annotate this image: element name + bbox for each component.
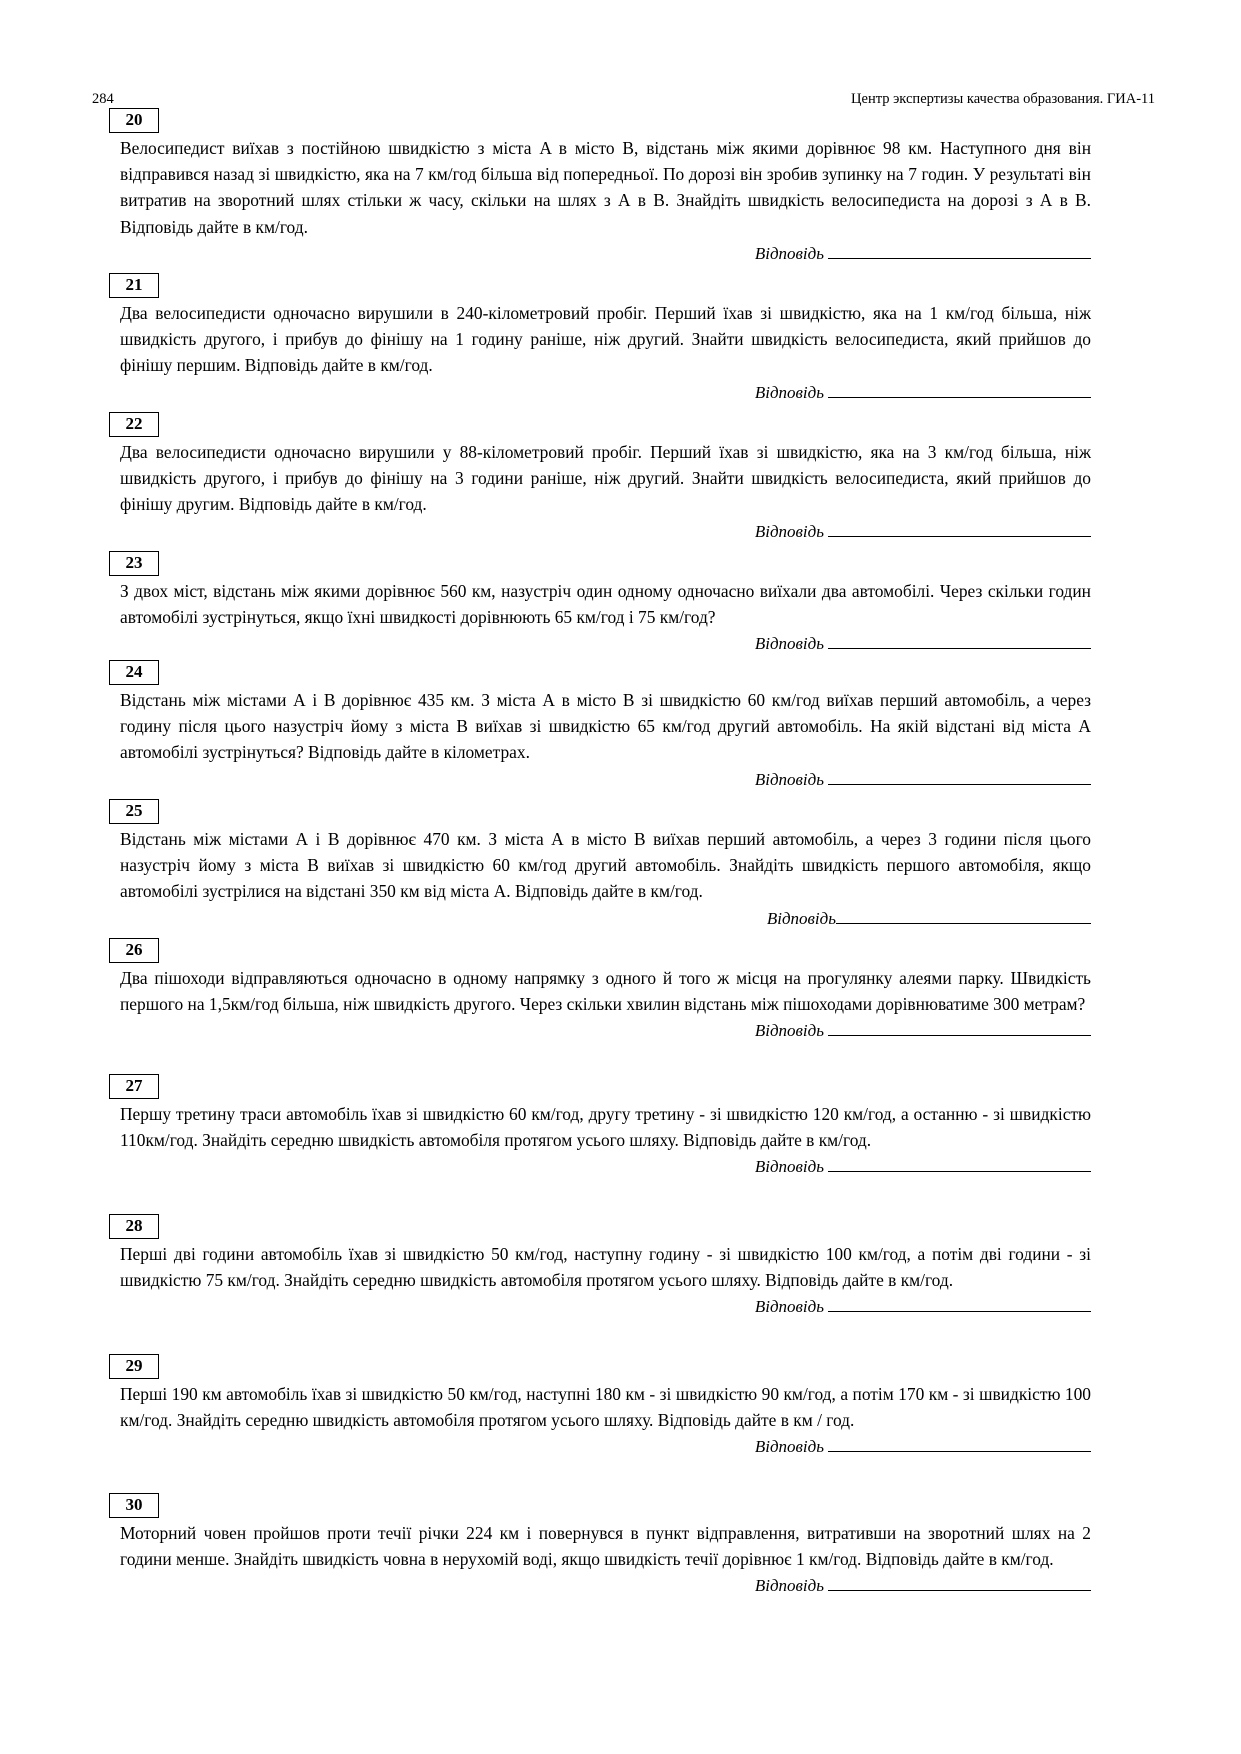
problem-22 xyxy=(120,412,1091,543)
problem-26 xyxy=(120,938,1091,1042)
answer-row xyxy=(120,1575,1091,1597)
answer-field[interactable] xyxy=(828,382,1091,398)
answer-label: Відповідь xyxy=(766,908,836,928)
problem-number: 26 xyxy=(109,938,159,963)
problem-text: Перші 190 км автомобіль їхав зі швидкістю 50 км/год, наступні 180 км - зі швидкістю 90 км/год, а потім 170 км - зі швидкістю 100 км/год. Знайдіть середню швидкість автомобіля протягом усього шляху. Відповідь дайте в км / год. xyxy=(120,1384,1091,1431)
answer-field[interactable] xyxy=(836,908,1091,924)
problem-text: З двох міст, відстань між якими дорівнює 560 км, назустріч один одному одночасно виїхали два автомобілі. Через скільки годин автомобілі зустрінуться, якщо їхні швидкості дорівнюють 65 км/год і 75 км/год? xyxy=(120,581,1091,628)
problem-text: Першу третину траси автомобіль їхав зі швидкістю 60 км/год, другу третину - зі швидкістю 120 км/год, а останню - зі швидкістю 110км/год. Знайдіть середню швидкість автомобіля протягом усього шляху. Відповідь дайте в км/год. xyxy=(120,1104,1091,1151)
answer-field[interactable] xyxy=(828,1296,1091,1312)
problem-text: Моторний човен пройшов проти течії річки 224 км і повернувся в пункт відправлення, витративши на зворотний шлях на 2 години менше. Знайдіть швидкість човна в нерухомій воді, якщо швидкість течії дорівнює 1 км/год. Відповідь дайте в км/год. xyxy=(120,1523,1091,1570)
answer-label: Відповідь xyxy=(754,1437,824,1457)
answer-row xyxy=(120,908,1091,930)
problem-25 xyxy=(120,799,1091,930)
problem-text: Два пішоходи відправляються одночасно в одному напрямку з одного й того ж місця на прогулянку алеями парку. Швидкість першого на 1,5км/год більша, ніж швидкість другого. Через скільки хвилин відстань між пішоходами дорівнюватиме 300 метрам? xyxy=(120,968,1091,1015)
problem-number: 25 xyxy=(109,799,159,824)
problem-20 xyxy=(120,108,1091,265)
answer-label: Відповідь xyxy=(754,243,824,263)
answer-row xyxy=(120,243,1091,265)
problem-24 xyxy=(120,660,1091,791)
problem-number: 23 xyxy=(109,551,159,576)
answer-label: Відповідь xyxy=(754,521,824,541)
problem-number: 27 xyxy=(109,1074,159,1099)
problem-21 xyxy=(120,273,1091,404)
answer-row xyxy=(120,521,1091,543)
answer-row xyxy=(120,633,1091,655)
answer-field[interactable] xyxy=(828,243,1091,259)
problem-30 xyxy=(120,1493,1091,1597)
problem-number: 20 xyxy=(109,108,159,133)
problem-number: 22 xyxy=(109,412,159,437)
answer-field[interactable] xyxy=(828,1156,1091,1172)
answer-field[interactable] xyxy=(828,521,1091,537)
problem-number: 30 xyxy=(109,1493,159,1518)
answer-row xyxy=(120,1020,1091,1042)
answer-field[interactable] xyxy=(828,1575,1091,1591)
answer-row xyxy=(120,1436,1091,1458)
answer-row xyxy=(120,769,1091,791)
problem-29 xyxy=(120,1354,1091,1458)
problem-number: 28 xyxy=(109,1214,159,1239)
answer-label: Відповідь xyxy=(754,1157,824,1177)
problem-number: 24 xyxy=(109,660,159,685)
problem-number: 21 xyxy=(109,273,159,298)
answer-label: Відповідь xyxy=(754,1576,824,1596)
answer-row xyxy=(120,382,1091,404)
answer-field[interactable] xyxy=(828,769,1091,785)
answer-row xyxy=(120,1156,1091,1178)
answer-field[interactable] xyxy=(828,1436,1091,1452)
problem-text: Два велосипедисти одночасно вирушили в 240-кілометровий пробіг. Перший їхав зі швидкістю, яка на 1 км/год більша, ніж швидкість другого, і прибув до фінішу на 1 годину раніше, ніж другий. Знайти швидкість велосипедиста, який прийшов до фінішу першим. Відповідь дайте в км/год. xyxy=(120,303,1091,376)
answer-field[interactable] xyxy=(828,633,1091,649)
problem-28 xyxy=(120,1214,1091,1318)
problem-23 xyxy=(120,551,1091,655)
answer-field[interactable] xyxy=(828,1020,1091,1036)
answer-row xyxy=(120,1296,1091,1318)
problem-text: Два велосипедисти одночасно вирушили у 88-кілометровий пробіг. Перший їхав зі швидкістю, яка на 3 км/год більша, ніж швидкість другого, і прибув до фінішу на 3 години раніше, ніж другий. Знайти швидкість велосипедиста, який прийшов до фінішу другим. Відповідь дайте в км/год. xyxy=(120,442,1091,515)
answer-label: Відповідь xyxy=(754,769,824,789)
answer-label: Відповідь xyxy=(754,634,824,654)
answer-label: Відповідь xyxy=(754,1297,824,1317)
problem-text: Велосипедист виїхав з постійною швидкістю з міста A в місто B, відстань між якими дорівнює 98 км. Наступного дня він відправився назад зі швидкістю, яка на 7 км/год більша від попередньої. По дорозі він зробив зупинку на 7 годин. У результаті він витратив на зворотний шлях стільки ж часу, скільки на шлях з А в В. Знайдіть швидкість велосипедиста на дорозі з А в В. Відповідь дайте в км/год. xyxy=(120,138,1091,237)
answer-label: Відповідь xyxy=(754,382,824,402)
problem-27 xyxy=(120,1074,1091,1178)
problem-number: 29 xyxy=(109,1354,159,1379)
problem-text: Відстань між містами А і В дорівнює 435 км. З міста А в місто В зі швидкістю 60 км/год виїхав перший автомобіль, а через годину після цього назустріч йому з міста В виїхав зі швидкістю 65 км/год другий автомобіль. На якій відстані від міста А автомобілі зустрінуться? Відповідь дайте в кілометрах. xyxy=(120,690,1091,763)
page-header-title: Центр экспертизы качества образования. ГИА-11 xyxy=(851,91,1155,107)
answer-label: Відповідь xyxy=(754,1021,824,1041)
problem-text: Перші дві години автомобіль їхав зі швидкістю 50 км/год, наступну годину - зі швидкістю 100 км/год, а потім дві години - зі швидкістю 75 км/год. Знайдіть середню швидкість автомобіля протягом усього шляху. Відповідь дайте в км/год. xyxy=(120,1244,1091,1291)
page-number: 284 xyxy=(92,91,114,107)
problem-text: Відстань між містами А і В дорівнює 470 км. З міста А в місто В виїхав перший автомобіль, а через 3 години після цього назустріч йому з міста В виїхав зі швидкістю 60 км/год другий автомобіль. Знайдіть швидкість першого автомобіля, якщо автомобілі зустрілися на відстані 350 км від міста А. Відповідь дайте в км/год. xyxy=(120,829,1091,902)
